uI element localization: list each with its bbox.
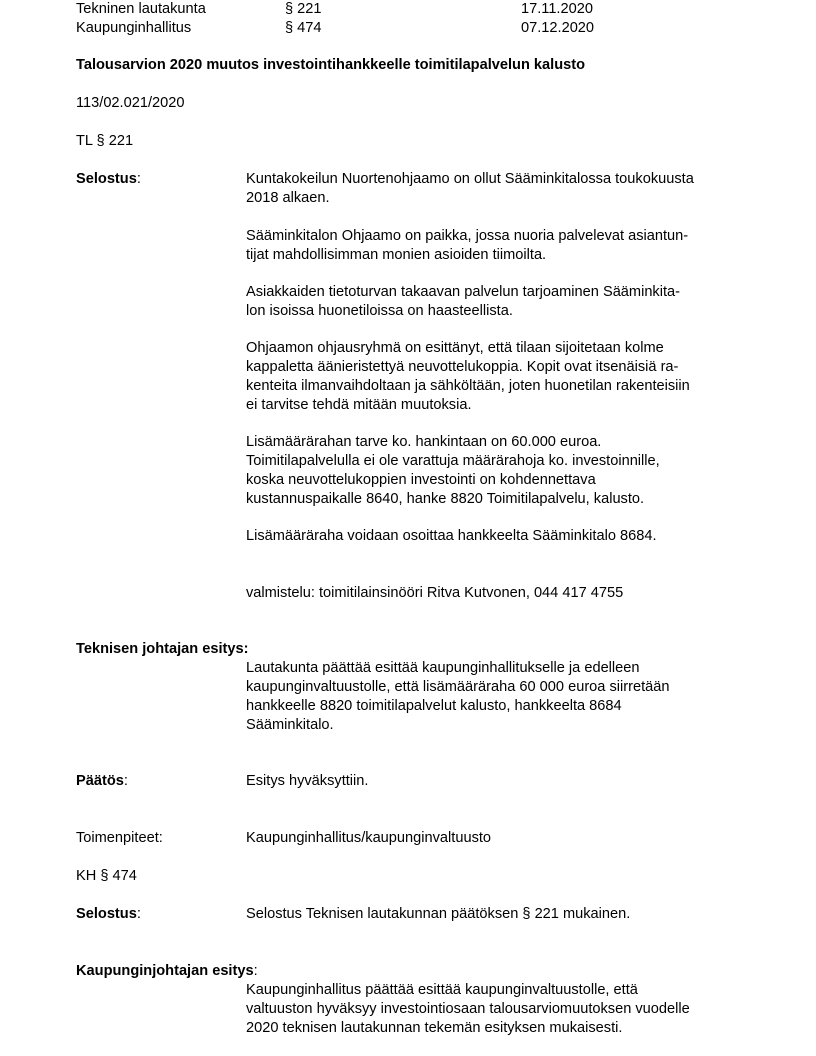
selostus-label: Selostus:	[76, 906, 141, 922]
selostus-text	[246, 283, 746, 321]
paragraph: Lisämääräraha voidaan osoittaa hankkeelta Sääminkitalo 8684.	[246, 528, 657, 544]
esitys-text: Lautakunta päättää esittää kaupunginhallitukselle ja edelleen kaupunginvaltuustolle, että lisämääräraha 60 000 euroa siirretään hankkeelle 8820 toimitilapalvelut kalusto, hankkeelta 8684 Sääminkitalo.	[246, 660, 670, 733]
header-section: § 474	[285, 20, 322, 36]
selostus-text	[246, 170, 746, 208]
esitys-label: Teknisen johtajan esitys:	[76, 641, 249, 657]
record-number: 113/02.021/2020	[76, 95, 185, 111]
preparer-line: valmistelu: toimitilainsinööri Ritva Kutvonen, 044 417 4755	[246, 585, 624, 601]
esitys-text: Kaupunginhallitus päättää esittää kaupunginvaltuustolle, että valtuuston hyväksyy investointiosaan talousarviomuutoksen vuodelle 2020 teknisen lautakunnan tekemän esityksen mukaisesti.	[246, 982, 690, 1036]
esitys-label: Kaupunginjohtajan esitys:	[76, 963, 258, 979]
header-date: 17.11.2020	[521, 1, 593, 17]
selostus-text	[246, 339, 746, 415]
paatos-text: Esitys hyväksyttiin.	[246, 773, 369, 789]
toimenpiteet-text: Kaupunginhallitus/kaupunginvaltuusto	[246, 830, 492, 846]
paragraph: Kuntakokeilun Nuortenohjaamo on ollut Sääminkitalossa toukokuusta 2018 alkaen.	[246, 171, 694, 206]
selostus-label: Selostus:	[76, 171, 141, 187]
paatos-label: Päätös:	[76, 773, 128, 789]
document-title: Talousarvion 2020 muutos investointihankkeelle toimitilapalvelun kalusto	[76, 57, 586, 73]
header-section: § 221	[285, 1, 322, 17]
toimenpiteet-label: Toimenpiteet:	[76, 830, 163, 846]
selostus-text: Selostus Teknisen lautakunnan päätöksen § 221 mukainen.	[246, 906, 631, 922]
header-body: Tekninen lautakunta	[76, 1, 206, 17]
kh-reference: KH § 474	[76, 868, 137, 884]
selostus-text	[246, 527, 746, 546]
header-body: Kaupunginhallitus	[76, 20, 192, 36]
paragraph: Asiakkaiden tietoturvan takaavan palvelun tarjoaminen Sääminkita- lon isoissa huonetiloissa on haasteellista.	[246, 284, 681, 319]
selostus-text	[246, 433, 746, 509]
paragraph: Ohjaamon ohjausryhmä on esittänyt, että tilaan sijoitetaan kolme kappaletta äänieristettyä neuvottelukoppia. Kopit ovat itsenäisiä ra- kenteita ilmanvaihdoltaan ja sähköltään, joten huonetilan rakenteisiin ei tarvitse tehdä mitään muutoksia.	[246, 340, 690, 413]
paragraph: Lisämäärärahan tarve ko. hankintaan on 60.000 euroa. Toimitilapalvelulla ei ole varattuja määrärahoja ko. investoinnille, koska neuvottelukoppien investointi on kohdennettava kustannuspaikalle 8640, hanke 8820 Toimitilapalvelu, kalusto.	[246, 434, 660, 507]
selostus-text	[246, 227, 746, 265]
header-date: 07.12.2020	[521, 20, 595, 36]
tl-reference: TL § 221	[76, 133, 134, 149]
paragraph: Sääminkitalon Ohjaamo on paikka, jossa nuoria palvelevat asiantun- tijat mahdollisimman monien asioiden tiimoilta.	[246, 228, 689, 263]
